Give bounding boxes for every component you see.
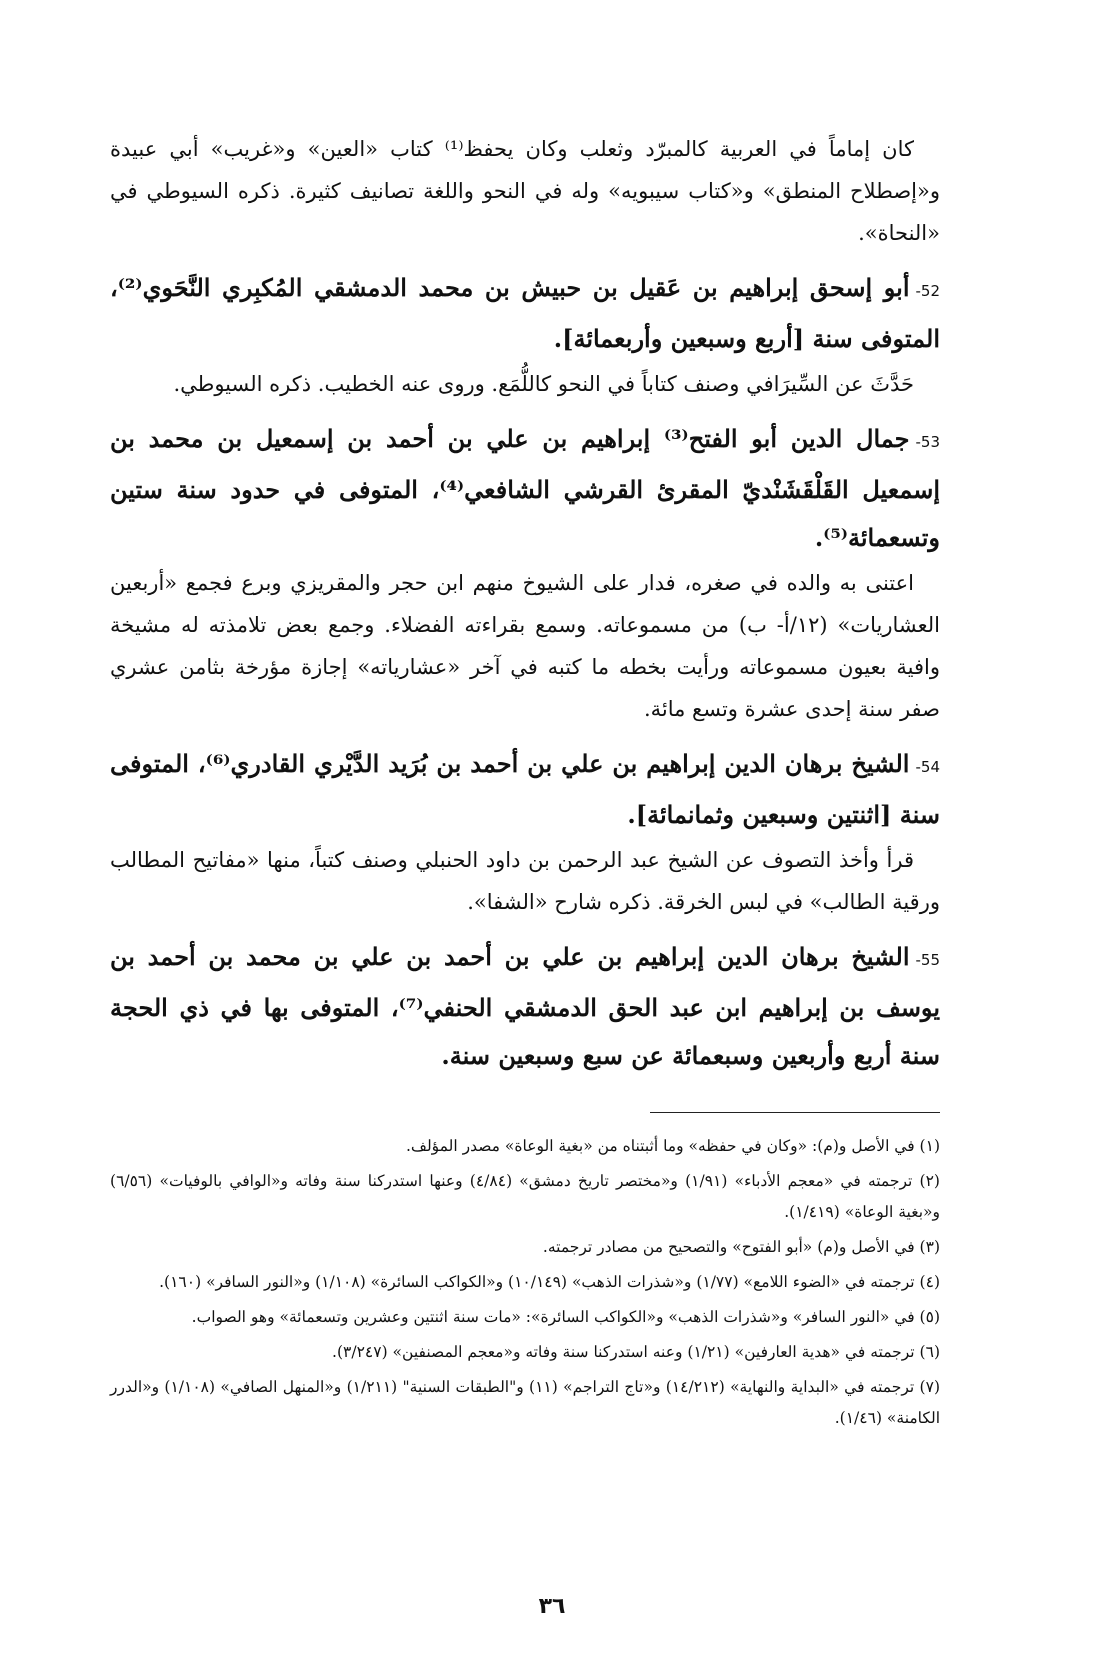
entry-55 [110,933,940,1080]
footnote: (٧) ترجمته في «البداية والنهاية» (١٤/٢١٢) و«تاج التراجم» (١١) و"الطبقات السنية" (١/٢١١) و«المنهل الصافي» (١/١٠٨) و«الدرر الكامنة» (١/٤٦). [110,1378,940,1427]
entry-heading [110,415,940,562]
entry-52 [110,264,940,405]
entry-title: جمال الدين أبو الفتح⁽³⁾ إبراهيم بن علي بن أحمد بن إسمعيل بن محمد بن إسمعيل القَلْقَشَنْديّ المقرئ القرشي الشافعي⁽⁴⁾، المتوفى في حدود سنة ستين وتسعمائة⁽⁵⁾. [110,424,940,552]
continuation-paragraph: كان إماماً في العربية كالمبرّد وثعلب وكان يحفظ⁽¹⁾ كتاب «العين» و«غريب» أبي عبيدة و«إصطلاح المنطق» و«كتاب سيبويه» وله في النحو واللغة تصانيف كثيرة. ذكره السيوطي في «النحاة». [110,137,940,245]
footnote: (٢) ترجمته في «معجم الأدباء» (١/٩١) و«مختصر تاريخ دمشق» (٤/٨٤) وعنها استدركنا سنة وفاته و«الوافي بالوفيات» (٦/٥٦) و«بغية الوعاة» (١/٤١٩). [110,1172,940,1221]
footnote-divider [650,1112,940,1113]
footnote: (٤) ترجمته في «الضوء اللامع» (١/٧٧) و«شذرات الذهب» (١٠/١٤٩) و«الكواكب السائرة» (١/١٠٨) و«النور السافر» (١٦٠). [159,1273,940,1291]
entry-title: أبو إسحق إبراهيم بن عَقيل بن حبيش بن محمد الدمشقي المُكبِري النَّحَوي⁽²⁾، المتوفى سنة [أربع وسبعين وأربعمائة]. [110,273,940,353]
page-body [110,128,940,1438]
entry-heading [110,264,940,363]
footnote: (٣) في الأصل و(م) «أبو الفتوح» والتصحيح من مصادر ترجمته. [542,1238,940,1256]
entry-text: قرأ وأخذ التصوف عن الشيخ عبد الرحمن بن داود الحنبلي وصنف كتباً، منها «مفاتيح المطالب ورقية الطالب» في لبس الخرقة. ذكره شارح «الشفا». [110,848,940,914]
footnotes [110,1131,940,1434]
entry-number: 53- [915,433,940,451]
entry-title: الشيخ برهان الدين إبراهيم بن علي بن أحمد بن علي بن محمد بن أحمد بن يوسف بن إبراهيم ابن عبد الحق الدمشقي الحنفي⁽⁷⁾، المتوفى بها في ذي الحجة سنة أربع وأربعين وسبعمائة عن سبع وسبعين سنة. [110,942,941,1070]
entry-number: 55- [915,951,940,969]
entry-number: 52- [915,282,940,300]
entry-number: 54- [915,758,940,776]
entry-53 [110,415,940,730]
entry-title: الشيخ برهان الدين إبراهيم بن علي بن أحمد بن بُرَيد الدَّيْري القادري⁽⁶⁾، المتوفى سنة [اثنتين وسبعين وثمانمائة]. [110,749,940,829]
entry-54 [110,740,940,923]
footnote: (١) في الأصل و(م): «وكان في حفظه» وما أثبتناه من «بغية الوعاة» مصدر المؤلف. [405,1137,940,1155]
page-number: ٣٦ [538,1594,566,1619]
footnote: (٥) في «النور السافر» و«شذرات الذهب» و«الكواكب السائرة»: «مات سنة اثنتين وعشرين وتسعمائة» وهو الصواب. [191,1308,940,1326]
entry-text: حَدَّثَ عن السِّيرَافي وصنف كتاباً في النحو كاللُّمَع. وروى عنه الخطيب. ذكره السيوطي. [173,372,914,396]
footnote: (٦) ترجمته في «هدية العارفين» (١/٢١) وعنه استدركنا سنة وفاته و«معجم المصنفين» (٣/٢٤٧). [332,1343,940,1361]
entry-heading [110,740,940,839]
entry-text: اعتنى به والده في صغره، فدار على الشيوخ منهم ابن حجر والمقريزي وبرع فجمع «أربعين العشاريات» (١٢/أ- ب) من مسموعاته. وسمع بقراءته الفضلاء. وجمع بعض تلامذته له مشيخة وافية بعيون مسموعاته ورأيت بخطه ما كتبه في آخر «عشارياته» إجازة مؤرخة بثامن عشري صفر سنة إحدى عشرة وتسع مائة. [110,571,940,721]
entry-heading [110,933,940,1080]
